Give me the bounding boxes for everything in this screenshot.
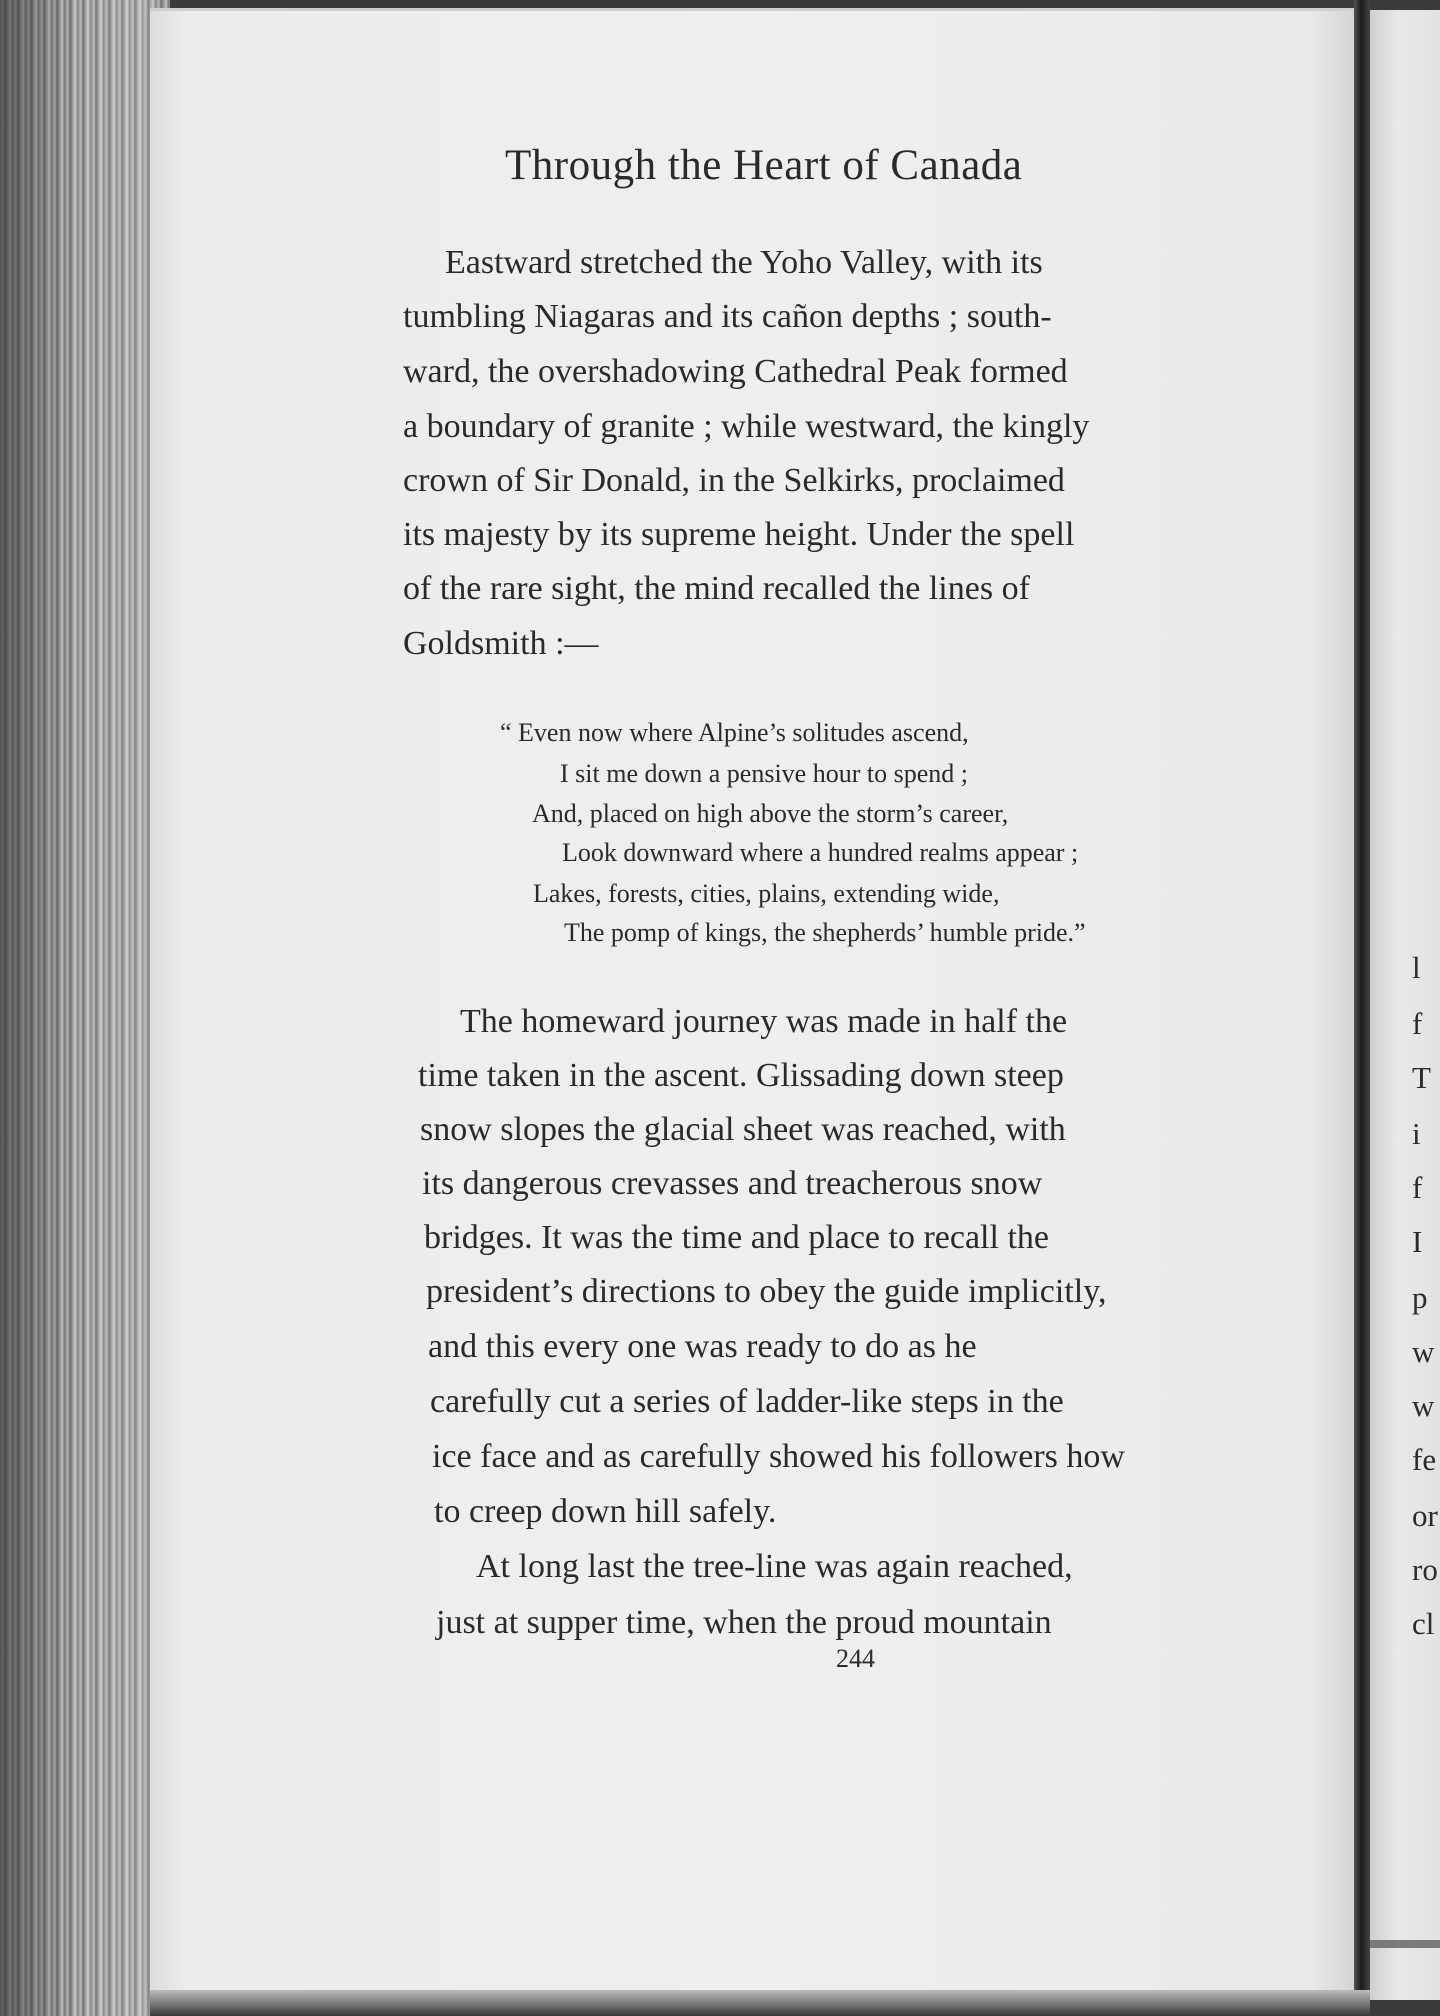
page-bottom-shadow	[150, 1990, 1370, 2016]
facing-page-fragment: l	[1412, 950, 1421, 985]
paragraph-2-line: president’s directions to obey the guide implicitly,	[426, 1273, 1107, 1310]
verse-line: Lakes, forests, cities, plains, extending wide,	[533, 879, 1000, 908]
paragraph-1-line: crown of Sir Donald, in the Selkirks, proclaimed	[403, 462, 1065, 499]
facing-page-fragment: fe	[1412, 1442, 1437, 1477]
facing-page-fragment: cl	[1412, 1606, 1435, 1641]
paragraph-3-line: just at supper time, when the proud mountain	[436, 1604, 1052, 1641]
paragraph-2-line: The homeward journey was made in half the	[460, 1003, 1068, 1040]
left-page	[150, 8, 1358, 2006]
facing-page-fragment: I	[1412, 1224, 1423, 1259]
facing-page-fragment: T	[1412, 1060, 1431, 1095]
page-number: 244	[836, 1644, 875, 1673]
facing-page-fragment: or	[1412, 1498, 1438, 1533]
paragraph-2-line: bridges. It was the time and place to recall the	[424, 1219, 1049, 1256]
paragraph-2-line: to creep down hill safely.	[434, 1493, 777, 1530]
verse-line: Look downward where a hundred realms appear ;	[562, 838, 1079, 867]
paragraph-3-line: At long last the tree-line was again reached,	[476, 1548, 1073, 1585]
paragraph-1-line: Eastward stretched the Yoho Valley, with its	[445, 244, 1043, 281]
facing-page-fragment: f	[1412, 1006, 1423, 1041]
verse-line: And, placed on high above the storm’s career,	[532, 799, 1009, 828]
paragraph-2-line: snow slopes the glacial sheet was reached, with	[420, 1111, 1066, 1148]
verse-line: “ Even now where Alpine’s solitudes ascend,	[500, 718, 969, 747]
facing-page-fragment: w	[1412, 1334, 1435, 1369]
verse-line: I sit me down a pensive hour to spend ;	[560, 759, 968, 788]
facing-page-fragment: w	[1412, 1388, 1435, 1423]
facing-page-fragment: p	[1412, 1280, 1428, 1315]
book-gutter	[1354, 0, 1370, 2016]
facing-page-bottom-edge	[1370, 1940, 1440, 1948]
paragraph-1-line: of the rare sight, the mind recalled the lines of	[403, 570, 1030, 607]
facing-page-fragment: ro	[1412, 1552, 1438, 1587]
facing-page-fragment: i	[1412, 1116, 1421, 1151]
running-head: Through the Heart of Canada	[505, 142, 1023, 189]
paragraph-2-line: time taken in the ascent. Glissading down steep	[418, 1057, 1064, 1094]
paragraph-1-line: ward, the overshadowing Cathedral Peak formed	[403, 353, 1068, 390]
facing-page-edge	[1370, 10, 1440, 2000]
page-stack-edge	[0, 0, 170, 2016]
paragraph-1-line: a boundary of granite ; while westward, the kingly	[403, 408, 1090, 445]
paragraph-2-line: its dangerous crevasses and treacherous snow	[422, 1165, 1043, 1202]
paragraph-2-line: carefully cut a series of ladder-like steps in the	[430, 1383, 1064, 1420]
verse-line: The pomp of kings, the shepherds’ humble pride.”	[564, 918, 1086, 947]
paragraph-2-line: and this every one was ready to do as he	[428, 1328, 977, 1365]
facing-page-fragment: f	[1412, 1170, 1423, 1205]
paragraph-1-line: its majesty by its supreme height. Under the spell	[403, 516, 1075, 553]
paragraph-2-line: ice face and as carefully showed his followers how	[432, 1438, 1125, 1475]
paragraph-1-line: Goldsmith :—	[403, 625, 599, 662]
paragraph-1-line: tumbling Niagaras and its cañon depths ; south-	[403, 298, 1052, 335]
